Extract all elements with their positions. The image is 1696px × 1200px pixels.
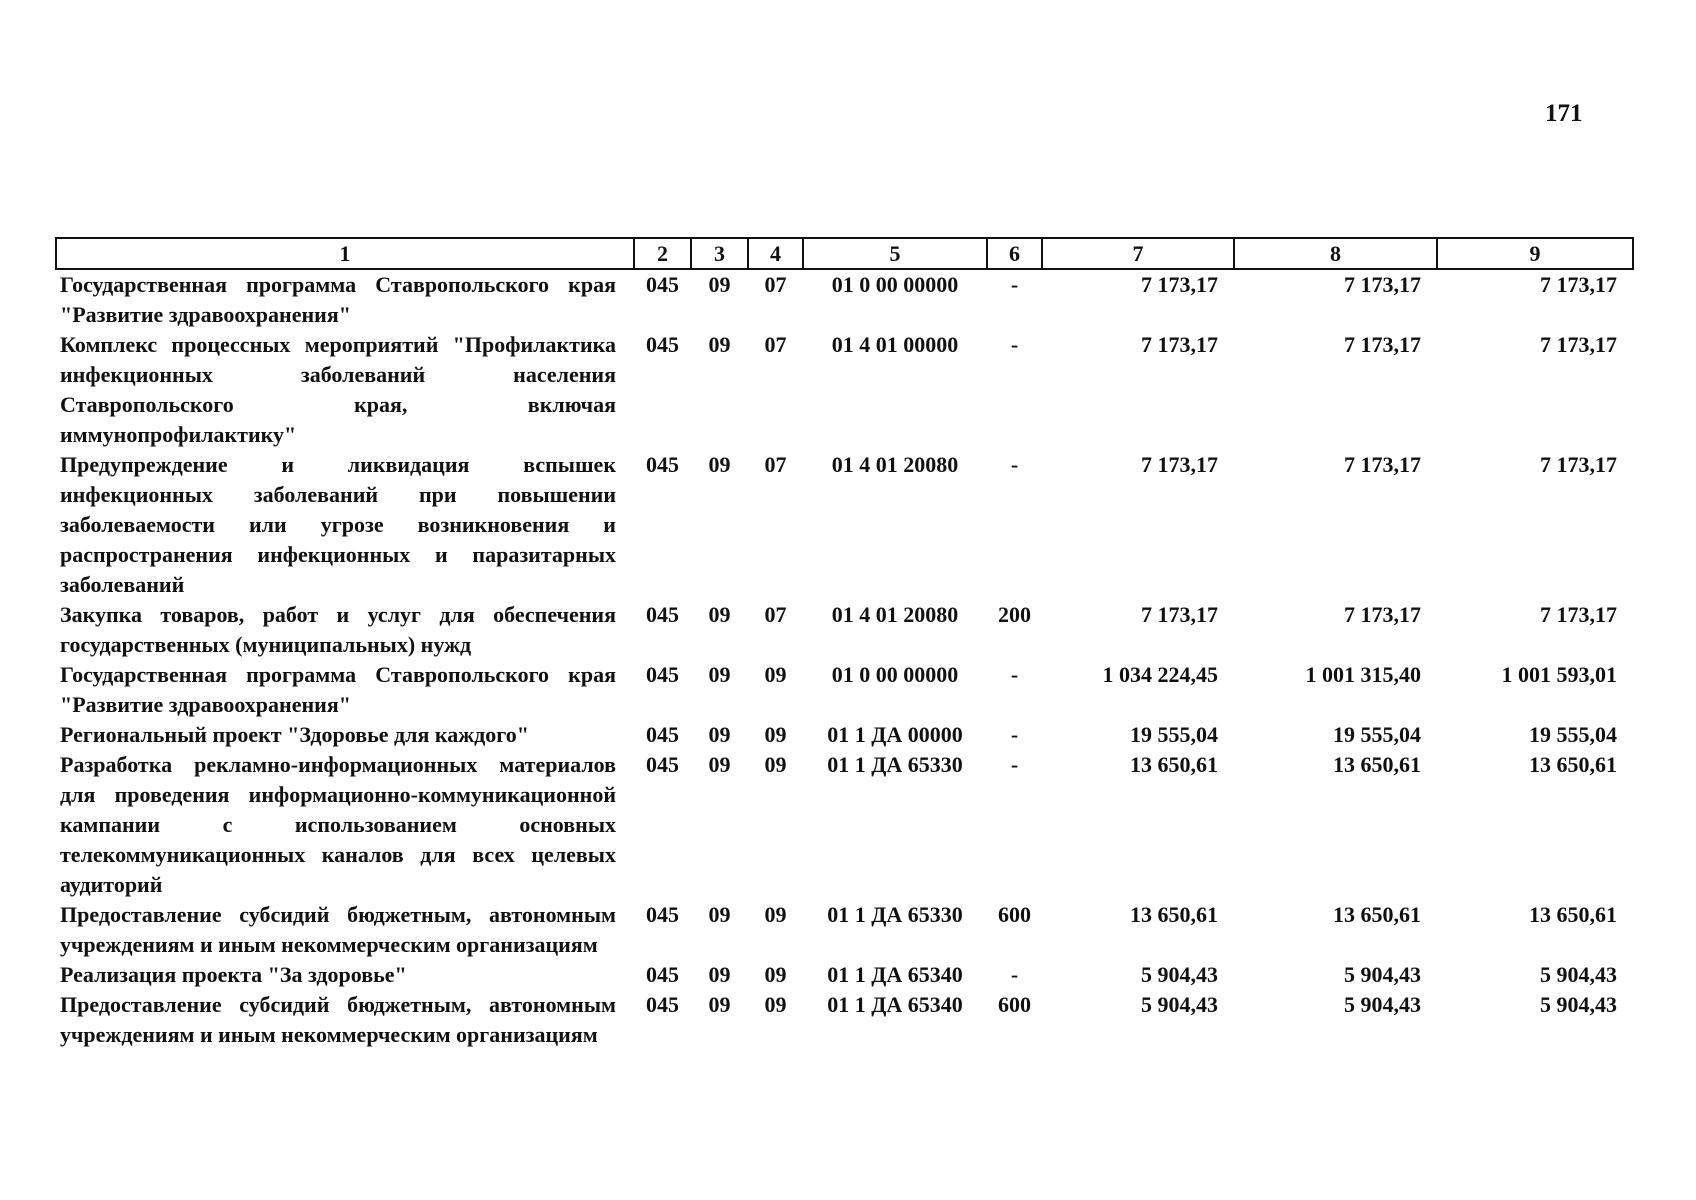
row-section: 09 bbox=[708, 602, 731, 627]
row-amount-col8: 5 904,43 bbox=[1344, 962, 1421, 987]
row-section: 09 bbox=[708, 962, 731, 987]
row-amount-col9: 7 173,17 bbox=[1540, 452, 1617, 477]
row-section: 09 bbox=[708, 452, 731, 477]
row-expense-type: - bbox=[1010, 452, 1019, 477]
row-amount-col7: 13 650,61 bbox=[1130, 752, 1218, 777]
row-grbs: 045 bbox=[646, 722, 679, 747]
row-expense-type: 200 bbox=[998, 602, 1031, 627]
row-grbs: 045 bbox=[646, 272, 679, 297]
row-amount-col9: 13 650,61 bbox=[1529, 752, 1617, 777]
header-col-6: 6 bbox=[987, 238, 1042, 269]
row-subsection: 09 bbox=[764, 752, 787, 777]
row-section: 09 bbox=[708, 992, 731, 1017]
budget-table bbox=[55, 237, 1634, 1050]
row-section: 09 bbox=[708, 722, 731, 747]
row-grbs: 045 bbox=[646, 962, 679, 987]
header-col-8: 8 bbox=[1234, 238, 1437, 269]
row-subsection: 07 bbox=[764, 452, 787, 477]
row-amount-col8: 5 904,43 bbox=[1344, 992, 1421, 1017]
header-row bbox=[56, 238, 1633, 269]
row-target-article: 01 4 01 20080 bbox=[831, 452, 959, 477]
row-grbs: 045 bbox=[646, 902, 679, 927]
row-amount-col8: 7 173,17 bbox=[1344, 602, 1421, 627]
row-section: 09 bbox=[708, 662, 731, 687]
header-col-3: 3 bbox=[691, 238, 748, 269]
row-subsection: 07 bbox=[764, 332, 787, 357]
row-amount-col7: 7 173,17 bbox=[1141, 332, 1218, 357]
row-amount-col8: 7 173,17 bbox=[1344, 332, 1421, 357]
row-expense-type: - bbox=[1010, 722, 1019, 747]
row-expense-type: - bbox=[1010, 962, 1019, 987]
row-amount-col7: 19 555,04 bbox=[1130, 722, 1218, 747]
table-row bbox=[56, 660, 1633, 720]
row-section: 09 bbox=[708, 332, 731, 357]
row-expense-type: 600 bbox=[998, 902, 1031, 927]
row-subsection: 09 bbox=[764, 722, 787, 747]
page-number: 171 bbox=[1545, 100, 1583, 127]
row-grbs: 045 bbox=[646, 332, 679, 357]
table-row bbox=[56, 900, 1633, 960]
row-amount-col9: 5 904,43 bbox=[1540, 962, 1617, 987]
header-col-4: 4 bbox=[748, 238, 803, 269]
table-row bbox=[56, 450, 1633, 600]
table-body bbox=[56, 269, 1633, 1050]
table-row bbox=[56, 330, 1633, 450]
row-amount-col7: 5 904,43 bbox=[1141, 992, 1218, 1017]
row-amount-col9: 1 001 593,01 bbox=[1501, 662, 1617, 687]
row-target-article: 01 1 ДА 65340 bbox=[827, 962, 963, 987]
table-row bbox=[56, 269, 1633, 330]
row-expense-type: - bbox=[1010, 752, 1019, 777]
row-subsection: 07 bbox=[764, 602, 787, 627]
table-row bbox=[56, 960, 1633, 990]
row-amount-col7: 7 173,17 bbox=[1141, 452, 1218, 477]
row-amount-col9: 19 555,04 bbox=[1529, 722, 1617, 747]
row-name: Предоставление субсидий бюджетным, автономным учреждениям и иным некоммерческим организациям bbox=[60, 992, 616, 1047]
row-target-article: 01 1 ДА 65330 bbox=[827, 752, 963, 777]
row-name: Предупреждение и ликвидация вспышек инфекционных заболеваний при повышении заболеваемости или угрозе возникновения и распространения инфекционных и паразитарных заболеваний bbox=[60, 452, 616, 597]
row-section: 09 bbox=[708, 902, 731, 927]
row-amount-col7: 1 034 224,45 bbox=[1102, 662, 1218, 687]
row-grbs: 045 bbox=[646, 992, 679, 1017]
header-col-9: 9 bbox=[1437, 238, 1633, 269]
row-subsection: 09 bbox=[764, 962, 787, 987]
row-amount-col8: 7 173,17 bbox=[1344, 272, 1421, 297]
row-grbs: 045 bbox=[646, 752, 679, 777]
row-target-article: 01 1 ДА 65330 bbox=[827, 902, 963, 927]
row-amount-col9: 7 173,17 bbox=[1540, 602, 1617, 627]
row-target-article: 01 4 01 20080 bbox=[831, 602, 959, 627]
row-expense-type: - bbox=[1010, 662, 1019, 687]
row-amount-col8: 13 650,61 bbox=[1333, 902, 1421, 927]
row-subsection: 09 bbox=[764, 992, 787, 1017]
row-grbs: 045 bbox=[646, 452, 679, 477]
row-amount-col8: 19 555,04 bbox=[1333, 722, 1421, 747]
row-target-article: 01 1 ДА 00000 bbox=[827, 722, 963, 747]
row-expense-type: - bbox=[1010, 272, 1019, 297]
row-target-article: 01 1 ДА 65340 bbox=[827, 992, 963, 1017]
row-amount-col9: 5 904,43 bbox=[1540, 992, 1617, 1017]
table-row bbox=[56, 750, 1633, 900]
row-section: 09 bbox=[708, 272, 731, 297]
row-expense-type: - bbox=[1010, 332, 1019, 357]
row-name: Разработка рекламно-информационных материалов для проведения информационно-коммуникационной кампании с использованием основных телекоммуникационных каналов для всех целевых аудиторий bbox=[60, 752, 616, 897]
row-grbs: 045 bbox=[646, 602, 679, 627]
row-name: Реализация проекта "За здоровье" bbox=[60, 962, 407, 987]
row-amount-col8: 13 650,61 bbox=[1333, 752, 1421, 777]
header-col-7: 7 bbox=[1042, 238, 1234, 269]
row-target-article: 01 4 01 00000 bbox=[831, 332, 959, 357]
row-expense-type: 600 bbox=[998, 992, 1031, 1017]
table-row bbox=[56, 720, 1633, 750]
row-subsection: 09 bbox=[764, 902, 787, 927]
row-amount-col7: 5 904,43 bbox=[1141, 962, 1218, 987]
row-amount-col7: 7 173,17 bbox=[1141, 272, 1218, 297]
table-row bbox=[56, 990, 1633, 1050]
row-name: Предоставление субсидий бюджетным, автономным учреждениям и иным некоммерческим организациям bbox=[60, 902, 616, 957]
row-name: Региональный проект "Здоровье для каждого" bbox=[60, 722, 529, 747]
row-name: Закупка товаров, работ и услуг для обеспечения государственных (муниципальных) нужд bbox=[60, 602, 616, 657]
row-name: Государственная программа Ставропольского края "Развитие здравоохранения" bbox=[60, 662, 616, 717]
header-col-2: 2 bbox=[634, 238, 691, 269]
row-name: Комплекс процессных мероприятий "Профилактика инфекционных заболеваний населения Ставропольского края, включая иммунопрофилактику" bbox=[60, 332, 616, 447]
row-amount-col7: 13 650,61 bbox=[1130, 902, 1218, 927]
row-grbs: 045 bbox=[646, 662, 679, 687]
row-target-article: 01 0 00 00000 bbox=[831, 662, 959, 687]
row-amount-col9: 7 173,17 bbox=[1540, 272, 1617, 297]
row-amount-col8: 1 001 315,40 bbox=[1305, 662, 1421, 687]
row-target-article: 01 0 00 00000 bbox=[831, 272, 959, 297]
row-amount-col9: 13 650,61 bbox=[1529, 902, 1617, 927]
row-subsection: 07 bbox=[764, 272, 787, 297]
table-header bbox=[56, 238, 1633, 269]
table-row bbox=[56, 600, 1633, 660]
row-amount-col9: 7 173,17 bbox=[1540, 332, 1617, 357]
row-subsection: 09 bbox=[764, 662, 787, 687]
row-name: Государственная программа Ставропольского края "Развитие здравоохранения" bbox=[60, 272, 616, 327]
header-col-5: 5 bbox=[803, 238, 987, 269]
row-section: 09 bbox=[708, 752, 731, 777]
row-amount-col7: 7 173,17 bbox=[1141, 602, 1218, 627]
row-amount-col8: 7 173,17 bbox=[1344, 452, 1421, 477]
header-col-1: 1 bbox=[56, 238, 634, 269]
